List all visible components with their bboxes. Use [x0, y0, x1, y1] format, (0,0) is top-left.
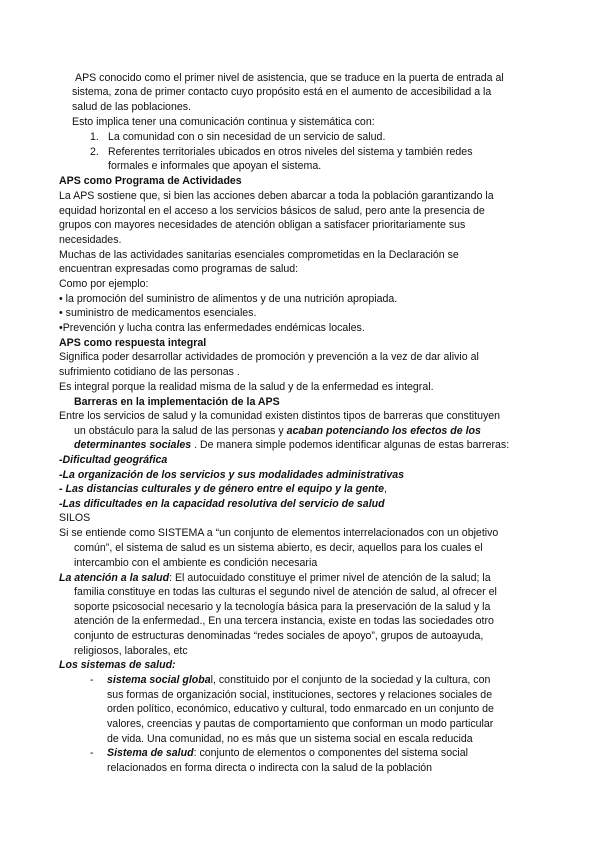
paragraph-line: común”, el sistema de salud es un sistema abierto, es decir, aquellos para los cuales el: [74, 542, 483, 554]
paragraph-line: religiosos, laborales, etc: [74, 645, 188, 657]
section-heading: Los sistemas de salud:: [59, 659, 176, 671]
bullet-item: • la promoción del suministro de alimentos y de una nutrición apropiada.: [59, 293, 398, 305]
paragraph-line: encuentran expresadas como programas de salud:: [59, 263, 299, 275]
plain-text: : conjunto de elementos o componentes del sistema social: [193, 747, 468, 759]
paragraph-line: valores, creencias y pautas de comportamiento que conforman un modo particular: [107, 718, 494, 730]
paragraph-line: Como por ejemplo:: [59, 278, 149, 290]
intro-line: APS conocido como el primer nivel de asistencia, que se traduce en la puerta de entrada al: [75, 72, 504, 84]
intro-line: salud de las poblaciones.: [72, 101, 191, 113]
paragraph-line: intercambio con el ambiente es condición necesaria: [74, 557, 318, 569]
emphasis-text: Sistema de salud: [107, 747, 194, 759]
paragraph-line: [59, 572, 491, 585]
barrier-item: - Las distancias culturales y de género entre el equipo y la gente: [59, 483, 384, 495]
paragraph-line: Significa poder desarrollar actividades de promoción y prevención a la vez de dar alivio al: [59, 351, 479, 363]
paragraph-line: Si se entiende como SISTEMA a “un conjunto de elementos interrelacionados con un objetivo: [59, 527, 499, 539]
emphasis-text: determinantes sociales: [74, 439, 192, 451]
section-heading: SILOS: [59, 512, 91, 524]
paragraph-line: familia constituye en todas las culturas el segundo nivel de atención de salud, al ofrecer el: [74, 586, 497, 598]
paragraph-line: orden político, económico, educativo y cultural, todo enmarcado en un conjunto de: [107, 703, 494, 715]
paragraph-line: soporte psicosocial necesario y la tecnología básica para la preservación de la salud y la: [74, 601, 491, 613]
dash-bullet: -: [90, 747, 94, 759]
barrier-item: -Las dificultades en la capacidad resolutiva del servicio de salud: [59, 498, 385, 510]
paragraph-line: Entre los servicios de salud y la comunidad existen distintos tipos de barreras que constituyen: [59, 410, 501, 422]
paragraph-line: atención de la enfermedad., En una tercera instancia, existe en todas las sociedades otro: [74, 615, 494, 627]
intro-line: sistema, zona de primer contacto cuyo propósito está en el aumento de accesibilidad a la: [72, 86, 492, 98]
paragraph-line: Es integral porque la realidad misma de la salud y de la enfermedad es integral.: [59, 381, 434, 393]
paragraph-line: La APS sostiene que, si bien las acciones deben abarcar a toda la población garantizando la: [59, 190, 494, 202]
section-heading: APS como Programa de Actividades: [59, 175, 242, 187]
paragraph-line: de vida. Una comunidad, no es más que un sistema social en escala reducida: [107, 733, 473, 745]
list-number: 1.: [90, 131, 99, 143]
bullet-item: •Prevención y lucha contra las enfermedades endémicas locales.: [59, 322, 365, 334]
plain-text: un obstáculo para la salud de las personas y: [74, 425, 287, 437]
intro-line: Esto implica tener una comunicación continua y sistemática con:: [72, 116, 375, 128]
paragraph-line: [74, 439, 509, 452]
paragraph-line: sus formas de organización social, instituciones, sectores y relaciones sociales de: [107, 689, 493, 701]
paragraph-line: conjunto de estructuras denominadas “redes sociales de apoyo”, grupos de autoayuda,: [74, 630, 484, 642]
paragraph-line: grupos con mayores necesidades de atención obligan a satisfacer prioritariamente sus: [59, 219, 466, 231]
paragraph-line: necesidades.: [59, 234, 122, 246]
dash-bullet: -: [90, 674, 94, 686]
paragraph-line: [74, 425, 481, 438]
section-heading: Barreras en la implementación de la APS: [74, 396, 280, 408]
paragraph-line: equidad horizontal en el acceso a los servicios básicos de salud, pero ante la presencia de: [59, 205, 485, 217]
paragraph-line: sufrimiento cotidiano de las personas .: [59, 366, 240, 378]
paragraph-line: relacionados en forma directa o indirecta con la salud de la población: [107, 762, 433, 774]
plain-text: : El autocuidado constituye el primer nivel de atención de la salud; la: [169, 572, 491, 584]
barrier-item: -La organización de los servicios y sus modalidades administrativas: [59, 469, 405, 481]
paragraph-line: Muchas de las actividades sanitarias esenciales comprometidas en la Declaración se: [59, 249, 459, 261]
list-item: Referentes territoriales ubicados en otros niveles del sistema y también redes: [108, 146, 473, 158]
section-heading: APS como respuesta integral: [59, 337, 207, 349]
list-item-continuation: formales e informales que apoyan el sistema.: [108, 160, 322, 172]
barrier-item: -Dificultad geográfica: [59, 454, 168, 466]
barrier-item-line: [59, 483, 387, 496]
paragraph-line: [107, 674, 490, 687]
plain-text: ,: [383, 483, 387, 495]
emphasis-label: La atención a la salud: [59, 572, 170, 584]
plain-text: . De manera simple podemos identificar algunas de estas barreras:: [191, 439, 510, 451]
list-item: La comunidad con o sin necesidad de un servicio de salud.: [108, 131, 386, 143]
bullet-item: • suministro de medicamentos esenciales.: [59, 307, 257, 319]
paragraph-line: [107, 747, 468, 760]
emphasis-text: acaban potenciando los efectos de los: [286, 425, 481, 437]
list-number: 2.: [90, 146, 99, 158]
plain-text: l, constituido por el conjunto de la sociedad y la cultura, con: [210, 674, 491, 686]
emphasis-text: sistema social globa: [107, 674, 211, 686]
